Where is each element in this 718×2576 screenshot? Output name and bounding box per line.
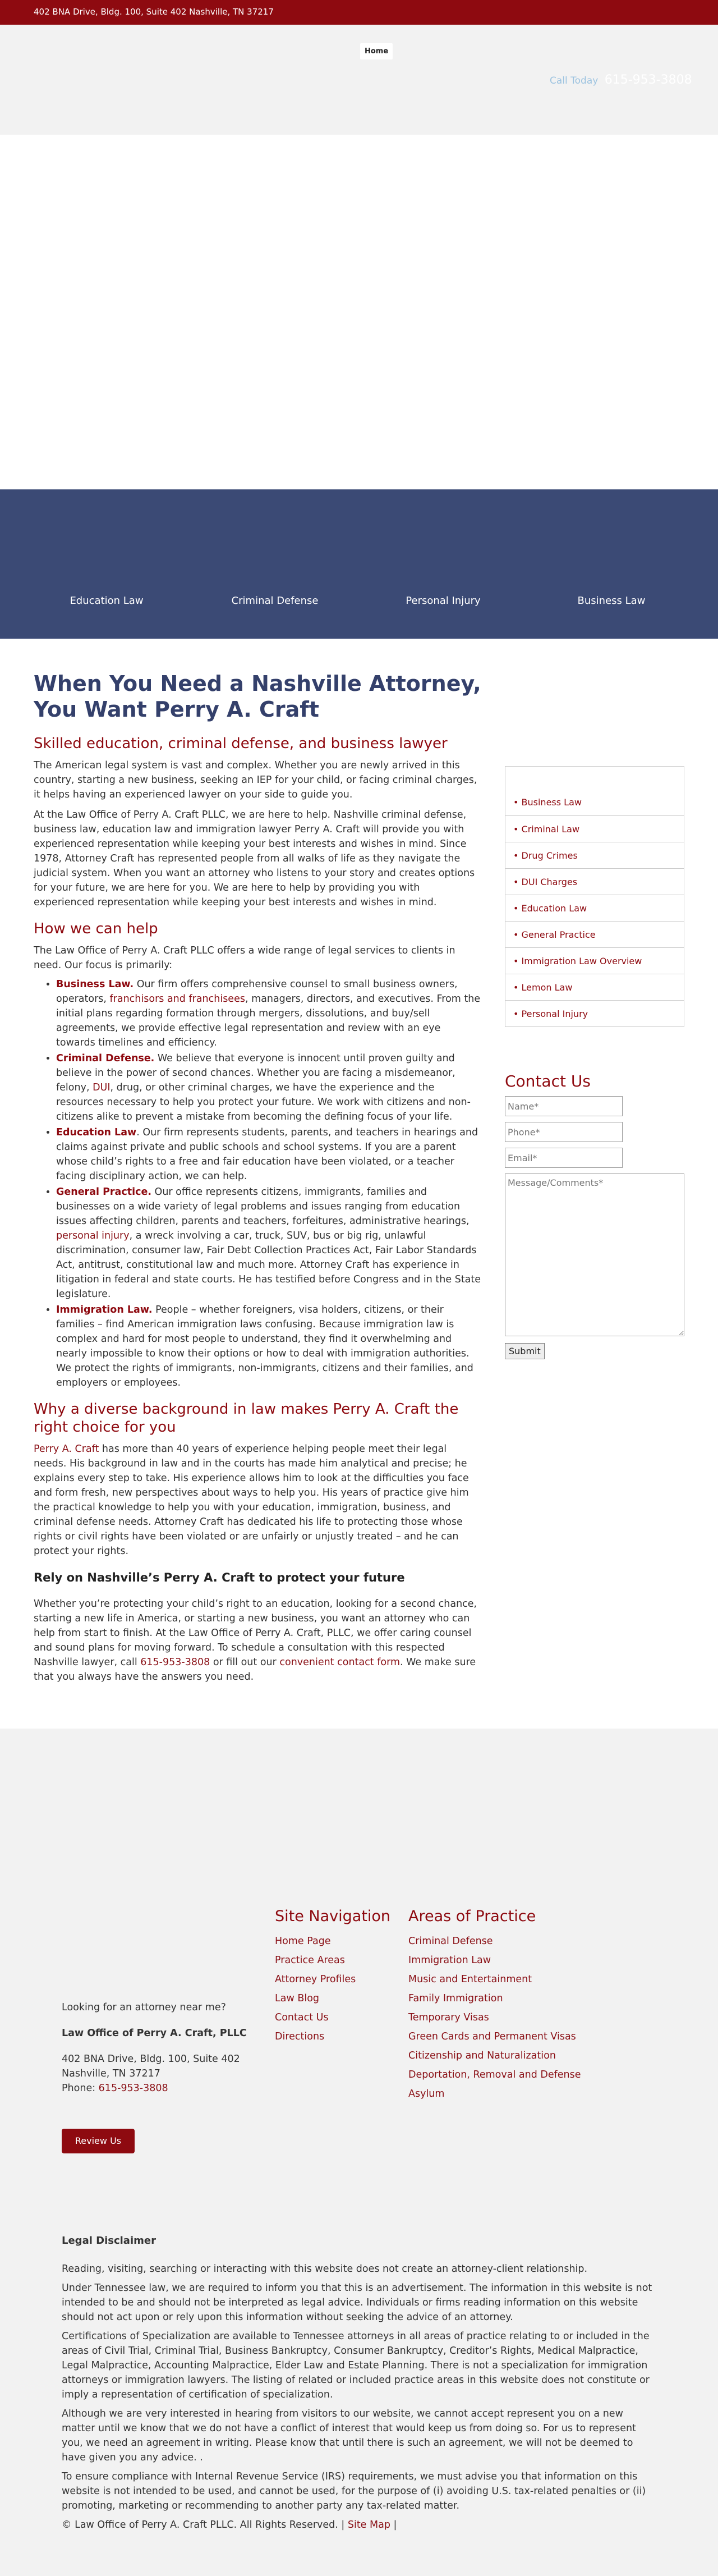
footer-area-link[interactable]: Temporary Visas — [408, 2012, 489, 2023]
name-input[interactable] — [505, 1096, 623, 1116]
service-name: General Practice. — [56, 1186, 151, 1198]
sidebar-item-label: Lemon Law — [521, 982, 573, 993]
sidebar-item-label: Immigration Law Overview — [521, 956, 642, 966]
sidebar-item-label: Drug Crimes — [521, 850, 578, 861]
about-paragraph: At the Law Office of Perry A. Craft PLLC, we are here to help. Nashville criminal defense, business law, education law and immigration lawyer Perry A. Craft will provide you with experienced representation while keeping your best interests and wishes in mind. Since 1978, Attorney Craft has represented people from all walks of life as they navigate the judicial system. When you want an attorney who listens to your story and creates options for your future, we are here for you. We are here to help by providing you with experienced representation while keeping your best interests and wishes in mind. — [34, 809, 475, 908]
sidebar-item-label: DUI Charges — [521, 877, 578, 887]
disclaimer-paragraph: Although we are very interested in hearing from visitors to our website, we cannot accept represent you on a new matter until we know that we do not have a conflict of interest that would keep us from doing so. For us to represent you, we need an agreement in writing. Please know that until there is such an agreement, we will not be deemed to have given you any advice. . — [62, 2408, 636, 2463]
hero-area — [0, 135, 718, 489]
service-text: Our office represents citizens, immigrants, families and businesses on a wide variety of legal problems and issues ranging from education issues affecting children, parents and teachers, forfeitures, administrative hearings, — [56, 1186, 470, 1227]
sidebar-item-drug-crimes[interactable]: • Drug Crimes — [505, 842, 684, 868]
footer-area-link[interactable]: Music and Entertainment — [408, 1974, 532, 1985]
footer-nav-contact-us[interactable]: Contact Us — [275, 2012, 329, 2023]
service-name: Education Law — [56, 1127, 137, 1138]
review-us-button[interactable]: Review Us — [62, 2129, 135, 2153]
sidebar-item-business-law[interactable]: • Business Law — [513, 797, 582, 808]
footer-nav-home[interactable]: Home Page — [275, 1936, 331, 1947]
rely-text: . We make sure that you always have the answers you need. — [34, 1657, 476, 1683]
service-item — [56, 1185, 482, 1301]
footer-area-link[interactable]: Immigration Law — [408, 1955, 491, 1966]
help-heading: How we can help — [34, 920, 158, 937]
call-label: Call Today — [550, 75, 599, 86]
service-text: . Our firm represents students, parents, and teachers in hearings and claims against private and public schools and school systems. If you are a parent whose child’s rights to a free and fair education have been violated, or a teacher facing disciplinary action, we can help. — [56, 1127, 478, 1182]
rely-heading: Rely on Nashville’s Perry A. Craft to protect your future — [34, 1571, 405, 1584]
footer-nav-attorney-profiles[interactable]: Attorney Profiles — [275, 1974, 356, 1985]
sidebar-item-immigration-law[interactable]: • Immigration Law Overview — [505, 947, 684, 974]
footer-address-1: 402 BNA Drive, Bldg. 100, Suite 402 — [62, 2054, 240, 2065]
perry-craft-link[interactable]: Perry A. Craft — [34, 1443, 99, 1455]
footer-address-2: Nashville, TN 37217 — [62, 2068, 160, 2079]
site-header — [0, 25, 718, 135]
footer-nav-law-blog[interactable]: Law Blog — [275, 1993, 320, 2004]
why-heading: Why a diverse background in law makes Perry A. Craft the right choice for you — [34, 1401, 459, 1436]
copyright-text: © Law Office of Perry A. Craft PLLC. All Rights Reserved. | — [62, 2519, 348, 2531]
sidebar-item-criminal-law[interactable]: • Criminal Law — [505, 815, 684, 842]
areas-heading: Areas of Practice — [408, 1908, 536, 1925]
band-link-criminal-defense[interactable]: Criminal Defense — [231, 595, 319, 607]
service-item — [56, 1051, 482, 1124]
sidebar-item-label: General Practice — [521, 929, 596, 940]
band-link-business-law[interactable]: Business Law — [577, 595, 646, 607]
rely-text: Whether you’re protecting your child’s right to an education, looking for a second chance, starting a new life in America, or starting a new business, you want an attorney who can help from start to finish. At the Law Office of Perry A. Craft, PLLC, we offer caring counsel and sound plans for moving forward. To schedule a consultation with this respected Nashville lawyer, call — [34, 1598, 477, 1668]
rely-paragraph — [34, 1597, 482, 1684]
disclaimer-paragraph: Certifications of Specialization are available to Tennessee attorneys in all areas of practice relating to or included in the areas of Civil Trial, Criminal Trial, Business Bankruptcy, Consumer Bankruptcy, Creditor’s Rights, Medical Malpractice, Legal Malpractice, Accounting Malpractice, Elder Law and Estate Planning. There is not a specialization for immigration attorneys or immigration lawyers. The listing of related or included practice areas in this website does not constitute or imply a representation of certification of specialization. — [62, 2331, 650, 2400]
phone-input[interactable] — [505, 1122, 623, 1142]
sidebar-item-lemon-law[interactable]: • Lemon Law — [505, 974, 684, 1000]
band-link-education-law[interactable]: Education Law — [70, 595, 144, 607]
footer-area-link[interactable]: Criminal Defense — [408, 1936, 493, 1947]
dui-link[interactable]: DUI — [93, 1082, 111, 1093]
service-text: , drug, or other criminal charges, we have the experience and the resources necessary to help you protect your future. We work with citizens and non-citizens alike to prevent a mistake from becoming the defining focus of your life. — [56, 1082, 471, 1122]
areas-of-practice — [408, 1907, 581, 2103]
service-name: Criminal Defense. — [56, 1053, 155, 1064]
call-today — [550, 73, 692, 87]
disclaimer-heading: Legal Disclaimer — [62, 2235, 156, 2247]
service-text: We believe that everyone is innocent until proven guilty and believe in the power of second chances. Whether you are facing a misdemeanor, felony, — [56, 1053, 455, 1093]
email-input[interactable] — [505, 1148, 623, 1168]
why-text: has more than 40 years of experience helping people meet their legal needs. His background in law and in the courts has made him analytical and precise; he explains every step to take. His experience allows him to look at the difficulties you face and form fresh, new perspectives about ways to help you. His years of practice give him the practical knowledge to help you with your education, immigration, business, and criminal defense needs. Attorney Craft has dedicated his life to protecting those whose rights or civil rights have been violated or are unfairly or unjustly treated – and he can protect your rights. — [34, 1443, 469, 1557]
sidebar-item-personal-injury[interactable]: • Personal Injury — [505, 1000, 684, 1026]
disclaimer-paragraph: To ensure compliance with Internal Revenue Service (IRS) requirements, we must advise you that information on this website is not intended to be used, and cannot be used, for the purpose of (i) avoiding U.S. tax-related penalties or (ii) promoting, marketing or recommending to another party any tax-related matter. — [62, 2471, 646, 2511]
legal-disclaimer — [62, 2234, 656, 2537]
site-footer — [0, 1729, 718, 2576]
sidebar-links — [505, 766, 684, 1027]
footer-area-link[interactable]: Family Immigration — [408, 1993, 503, 2004]
personal-injury-link[interactable]: personal injury — [56, 1230, 130, 1241]
sitemap-link[interactable]: Site Map — [347, 2519, 390, 2531]
main-content — [34, 671, 482, 1684]
message-textarea[interactable] — [505, 1174, 684, 1336]
why-paragraph — [34, 1442, 482, 1559]
home-nav-button[interactable]: Home — [360, 43, 393, 59]
copyright — [62, 2518, 656, 2532]
footer-area-link[interactable]: Citizenship and Naturalization — [408, 2050, 556, 2061]
footer-area-link[interactable]: Deportation, Removal and Defense — [408, 2069, 581, 2080]
sidebar-item-general-practice[interactable]: • General Practice — [505, 921, 684, 947]
service-name: Business Law. — [56, 979, 134, 990]
footer-nav-practice-areas[interactable]: Practice Areas — [275, 1955, 345, 1966]
service-item — [56, 1303, 482, 1390]
intro-paragraph: The American legal system is vast and complex. Whether you are newly arrived in this country, starting a new business, seeking an IEP for your child, or facing criminal charges, it helps having an experienced lawyer on your side to guide you. — [34, 760, 477, 800]
rely-phone-link[interactable]: 615-953-3808 — [140, 1657, 210, 1668]
sidebar-item-label: Business Law — [521, 797, 582, 808]
service-text: , managers, directors, and executives. From the initial plans regarding formation through mergers, dissolutions, and buy/sell agreements, we provide effective legal representation and review with an eye towards timelines and efficiency. — [56, 993, 481, 1048]
service-text: , a wreck involving a car, truck, SUV, bus or big rig, unlawful discrimination, consumer law, Fair Debt Collection Practices Act, Fair Labor Standards Act, antitrust, constitutional law and much more. Attorney Craft has experience in litigation in federal and state courts. He has testified before Congress and in the State legislature. — [56, 1230, 481, 1300]
service-text: People – whether foreigners, visa holders, citizens, or their families – find American immigration laws confusing. Because immigration law is complex and hard for most people to understand, they find it overwhelming and nearly impossible to know their options or how to deal with immigration authorities. We protect the rights of immigrants, non-immigrants, citizens and their families, and employers or employees. — [56, 1304, 473, 1388]
site-navigation — [275, 1907, 390, 2046]
header-phone-link[interactable]: 615-953-3808 — [604, 73, 692, 87]
page-title: When You Need a Nashville Attorney, You Want Perry A. Craft — [34, 671, 481, 722]
franchise-link[interactable]: franchisors and franchisees — [109, 993, 245, 1005]
sidebar-item-label: Personal Injury — [521, 1009, 588, 1019]
site-navigation-heading: Site Navigation — [275, 1908, 391, 1925]
contact-form-link[interactable]: convenient contact form — [279, 1657, 401, 1668]
sidebar — [505, 766, 684, 1359]
footer-phone-link[interactable]: 615-953-3808 — [98, 2083, 168, 2094]
sidebar-item-label: Education Law — [521, 903, 587, 914]
help-paragraph: The Law Office of Perry A. Craft PLLC offers a wide range of legal services to clients in need. Our focus is primarily: — [34, 945, 455, 971]
disclaimer-paragraph: Reading, visiting, searching or interacting with this website does not create an attorney-client relationship. — [62, 2263, 588, 2275]
band-link-personal-injury[interactable]: Personal Injury — [406, 595, 481, 607]
footer-area-link[interactable]: Asylum — [408, 2088, 445, 2100]
sidebar-item-dui-charges[interactable]: • DUI Charges — [505, 868, 684, 895]
sidebar-item-label: Criminal Law — [521, 824, 580, 835]
footer-phone — [62, 2081, 264, 2096]
rely-text: or fill out our — [210, 1657, 280, 1668]
phone-label: Phone: — [62, 2083, 99, 2094]
service-text: Our firm offers comprehensive counsel to small business owners, operators, — [56, 979, 458, 1005]
footer-area-link[interactable]: Green Cards and Permanent Visas — [408, 2031, 576, 2042]
page-subtitle: Skilled education, criminal defense, and business lawyer — [34, 735, 448, 752]
copyright-text: | — [390, 2519, 397, 2531]
service-item — [56, 1125, 482, 1184]
submit-button[interactable]: Submit — [505, 1343, 545, 1359]
looking-text: Looking for an attorney near me? — [62, 2002, 226, 2013]
top-address: 402 BNA Drive, Bldg. 100, Suite 402 Nashville, TN 37217 — [34, 7, 274, 17]
practice-band — [0, 489, 718, 639]
disclaimer-paragraph: Under Tennessee law, we are required to inform you that this is an advertisement. The information in this website is not intended to be and should not be interpreted as legal advice. Individuals or firms reading information on this website should not act upon or rely upon this information without seeking the advice of an attorney. — [62, 2282, 652, 2323]
footer-nav-directions[interactable]: Directions — [275, 2031, 325, 2042]
contact-heading: Contact Us — [505, 1072, 591, 1090]
top-address-bar — [0, 0, 718, 25]
sidebar-item-education-law[interactable]: • Education Law — [505, 895, 684, 921]
services-list — [56, 977, 482, 1390]
footer-contact — [62, 2000, 264, 2096]
firm-name: Law Office of Perry A. Craft, PLLC — [62, 2028, 247, 2039]
service-item — [56, 977, 482, 1050]
service-name: Immigration Law. — [56, 1304, 153, 1315]
